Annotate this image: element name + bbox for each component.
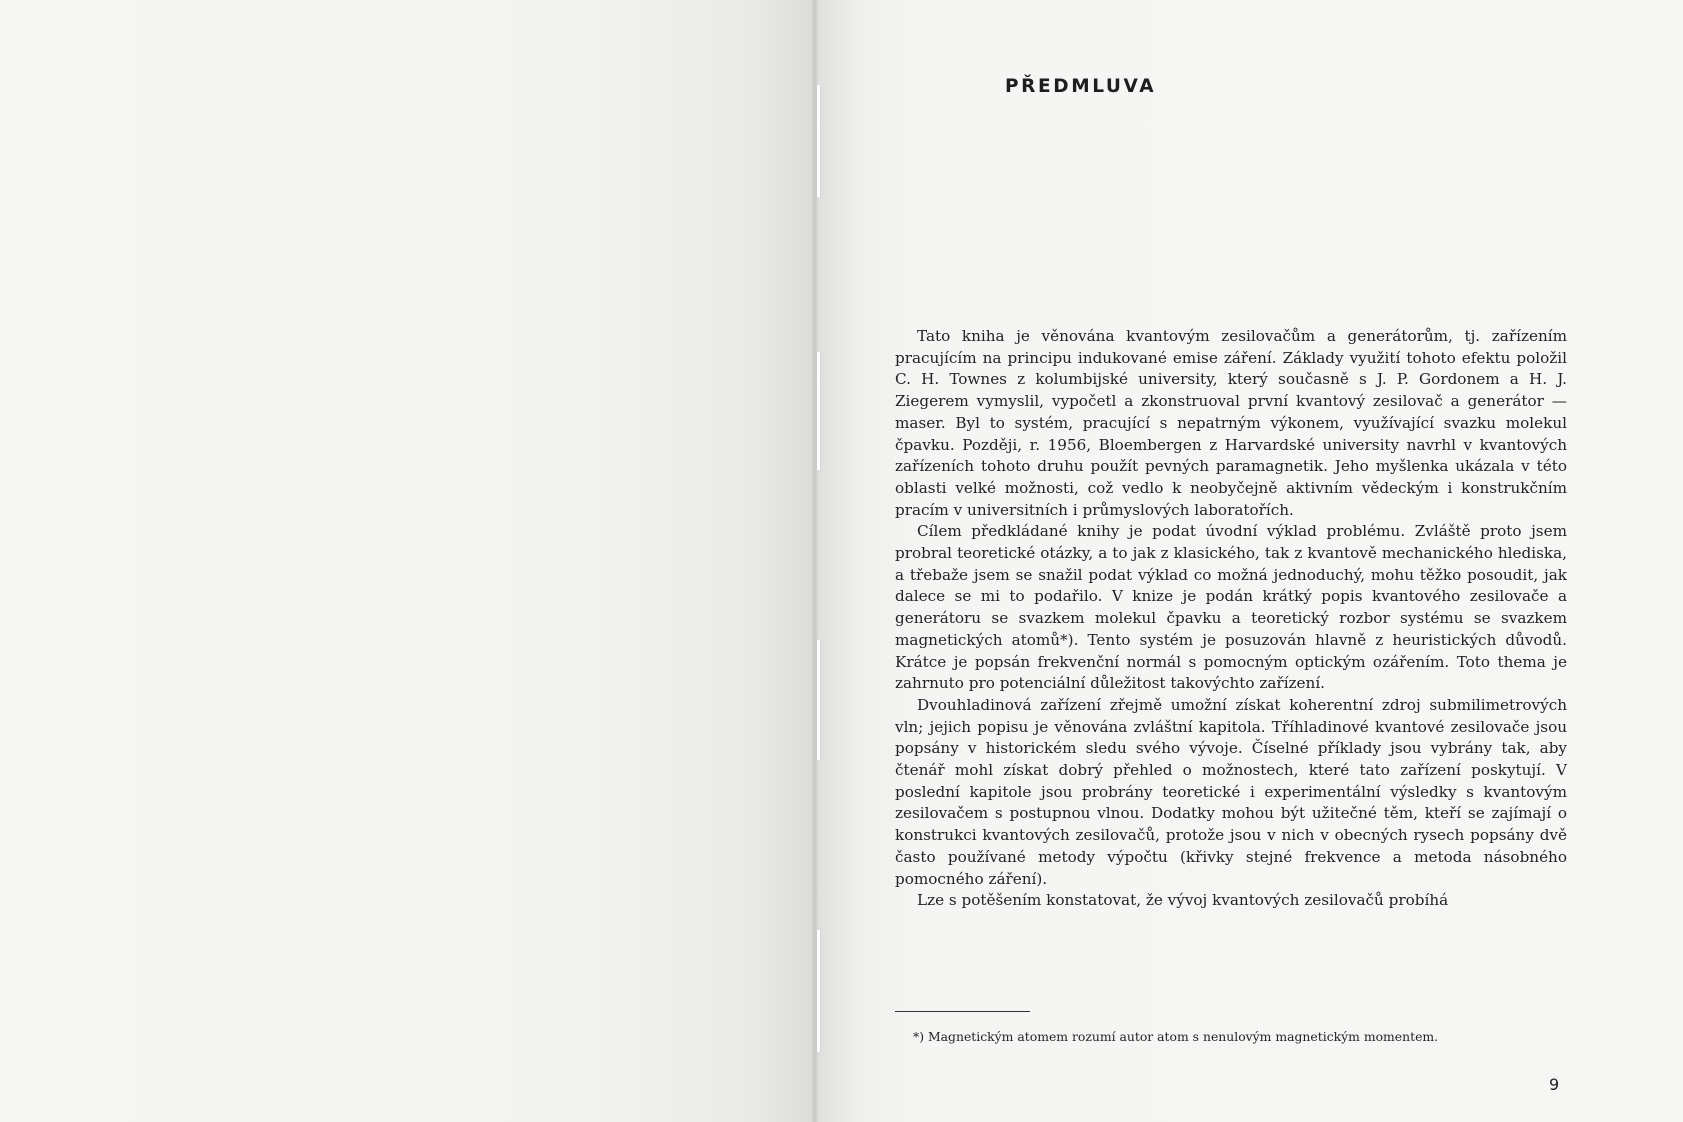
paragraph: Lze s potěšením konstatovat, že vývoj kvantových zesilovačů probíhá	[917, 891, 1449, 910]
paragraph: Tato kniha je věnována kvantovým zesilovačům a generátorům, tj. zařízením pracujícím na principu indukované emise záření. Základy využití tohoto efektu položil C. H. Townes z kolumbijské university, který současně s J. P. Gordonem a H. J. Ziegerem vymyslil, vypočetl a zkonstruoval první kvantový zesilovač a generátor — maser. Byl to systém, pracující s nepatrným výkonem, využívající svazku molekul čpavku. Později, r. 1956, Bloembergen z Harvardské university navrhl v kvantových zařízeních tohoto druhu použít pevných paramagnetik. Jeho myšlenka ukázala v této oblasti velké možnosti, což vedlo k neobyčejně aktivním vědeckým i konstrukčním pracím v universitních i průmyslových laboratořích.	[895, 327, 1567, 519]
binding-stitch	[816, 640, 821, 760]
body-text	[895, 326, 1567, 912]
page-number: 9	[1549, 1075, 1560, 1094]
left-page-blank	[0, 0, 815, 1122]
chapter-title: PŘEDMLUVA	[1005, 76, 1157, 97]
binding-stitch	[816, 85, 821, 197]
footnote-rule	[895, 1011, 1030, 1012]
paragraph: Dvouhladinová zařízení zřejmě umožní získat koherentní zdroj submilimetrových vln; jejich popisu je věnována zvláštní kapitola. Tříhladinové kvantové zesilovače jsou popsány v historickém sledu svého vývoje. Číselné příklady jsou vybrány tak, aby čtenář mohl získat dobrý přehled o možnostech, které tato zařízení poskytují. V poslední kapitole jsou probrány teoretické i experimentální výsledky s kvantovým zesilovačem s postupnou vlnou. Dodatky mohou být užitečné těm, kteří se zajímají o konstrukci kvantových zesilovačů, protože jsou v nich v obecných rysech popsány dvě často používané metody výpočtu (křivky stejné frekvence a metoda násobného pomocného záření).	[895, 695, 1567, 888]
binding-stitch	[816, 930, 821, 1052]
paragraph: Cílem předkládané knihy je podat úvodní výklad problému. Zvláště proto jsem probral teoretické otázky, a to jak z klasického, tak z kvantově mechanického hlediska, a třebaže jsem se snažil podat výklad co možná jednoduchý, mohu těžko posoudit, jak dalece se mi to podařilo. V knize je podán krátký popis kvantového zesilovače a generátoru se svazkem molekul čpavku a teoretický rozbor systému se svazkem magnetických atomů*). Tento systém je posuzován hlavně z heuristických důvodů. Krátce je popsán frekvenční normál s pomocným optickým ozářením. Toto thema je zahrnuto pro potenciální důležitost takovýchto zařízení.	[895, 522, 1567, 693]
binding-stitch	[816, 352, 821, 470]
footnote: *) Magnetickým atomem rozumí autor atom s nenulovým magnetickým momentem.	[913, 1029, 1439, 1044]
